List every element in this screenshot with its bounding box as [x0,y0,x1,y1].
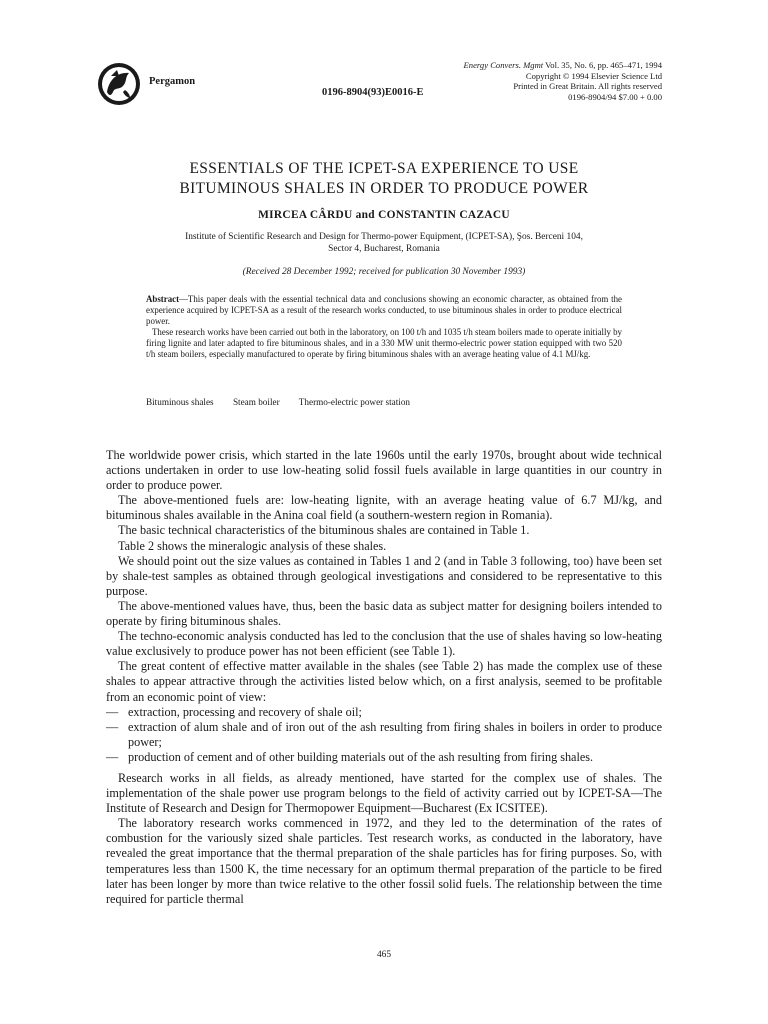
body-text [106,448,662,907]
copyright-line: Copyright © 1994 Elsevier Science Ltd [525,70,662,81]
body-paragraph: We should point out the size values as contained in Tables 1 and 2 (and in Table 3 following, too) have been set by shale-test samples as obtained through geological investigations and considered to be representative to this purpose. [106,553,662,598]
body-paragraph: The great content of effective matter available in the shales (see Table 2) has made the complex use of these shales to appear attractive through the activities listed below which, on a first analysis, seemed to be profitable from an economic point of view: [106,659,662,704]
journal-name: Energy Convers. Mgmt [463,60,544,70]
body-paragraph: Research works in all fields, as already mentioned, have started for the complex use of shales. The implementation of the shale power use program belongs to the field of activity carried out by ICPET-SA—The Institute of Research and Design for Thermopower Equipment—Bucharest (Ex ICSITEE). [106,770,662,816]
abstract [146,294,622,360]
affiliation-line: Sector 4, Bucharest, Romania [328,244,440,254]
page-number: 465 [376,950,392,960]
list-item-text: extraction of alum shale and of iron out of the ash resulting from firing shales in boilers in order to produce power; [128,719,662,749]
affiliation-line: Institute of Scientific Research and Design for Thermo-power Equipment, (ICPET-SA), Şos. Berceni 104, [185,232,583,242]
abstract-paragraph [146,294,622,327]
keyword: Thermo-electric power station [298,397,411,407]
list-item [106,720,662,750]
abstract-text: —This paper deals with the essential technical data and conclusions showing an economic character, as obtained from the experience acquired by ICPET-SA as a result of the research works conducted, to use bituminous shales in order to produce electrical power. [146,294,622,326]
authors: MIRCEA CÂRDU and CONSTANTIN CAZACU [258,209,510,221]
activity-list [106,705,662,765]
keyword: Steam boiler [232,397,280,407]
list-item-text: extraction, processing and recovery of shale oil; [128,704,362,719]
printed-line: Printed in Great Britain. All rights reserved [513,81,662,92]
journal-meta [464,60,662,102]
body-paragraph: The basic technical characteristics of the bituminous shales are contained in Table 1. [118,523,530,538]
keyword: Bituminous shales [146,397,214,407]
paper-title [100,159,668,199]
body-paragraph: The worldwide power crisis, which started in the late 1960s until the early 1970s, brought about wide technical actions undertaken in order to use low-heating solid fossil fuels available in large quantities in our country in order to produce power. [106,448,662,493]
dash-bullet: — [106,719,119,734]
journal-volume: Vol. 35, No. 6, pp. 465–471, 1994 [543,60,662,70]
list-item [106,705,662,720]
list-item [106,750,662,765]
list-item-text: production of cement and of other building materials out of the ash resulting from firing shales. [128,749,594,764]
title-line: ESSENTIALS OF THE ICPET-SA EXPERIENCE TO USE [189,160,579,177]
issn-line: 0196-8904/94 $7.00 + 0.00 [568,91,662,102]
dash-bullet: — [106,749,119,764]
body-paragraph: The laboratory research works commenced in 1972, and they led to the determination of the rates of combustion for the variously sized shale particles. Test research works, as conducted in the laboratory, have revealed the great importance that the thermal preparation of the shale particles has for firing purposes. So, with temperatures less than 1500 K, the time necessary for an optimum thermal preparation of the particle to be fired later has been longer by more than twice relative to the other fossil solid fuels. The relationship between the time required for particle thermal [106,816,662,906]
affiliation [146,231,622,255]
abstract-heading: Abstract [146,294,180,304]
received-dates: (Received 28 December 1992; received for publication 30 November 1993) [242,267,526,277]
dash-bullet: — [106,704,119,719]
article-code: 0196-8904(93)E0016-E [322,87,424,98]
pergamon-logo-icon [97,62,141,106]
body-paragraph: Table 2 shows the mineralogic analysis of these shales. [118,538,387,553]
body-paragraph: The above-mentioned values have, thus, been the basic data as subject matter for designing boilers intended to operate by firing bituminous shales. [106,598,662,629]
title-line: BITUMINOUS SHALES IN ORDER TO PRODUCE POWER [179,180,589,197]
journal-citation [464,60,662,71]
abstract-paragraph: These research works have been carried out both in the laboratory, on 100 t/h and 1035 t/h steam boilers made to operate initially by firing lignite and later adapted to fire bituminous shales, and in a 330 MW unit thermo-electric power station equipped with two 520 t/h steam boilers, especially manufactured to operate by firing bituminous shales with an average heating value of 4.1 MJ/kg. [146,327,622,359]
body-paragraph: The above-mentioned fuels are: low-heating lignite, with an average heating value of 6.7 MJ/kg, and bituminous shales available in the Anina coal field (a southern-western region in Romania). [106,493,662,523]
publisher-name: Pergamon [149,76,196,87]
keywords [146,397,427,407]
body-paragraph: The techno-economic analysis conducted has led to the conclusion that the use of shales having so low-heating value exclusively to produce power has not been efficient (see Table 1). [106,629,662,659]
